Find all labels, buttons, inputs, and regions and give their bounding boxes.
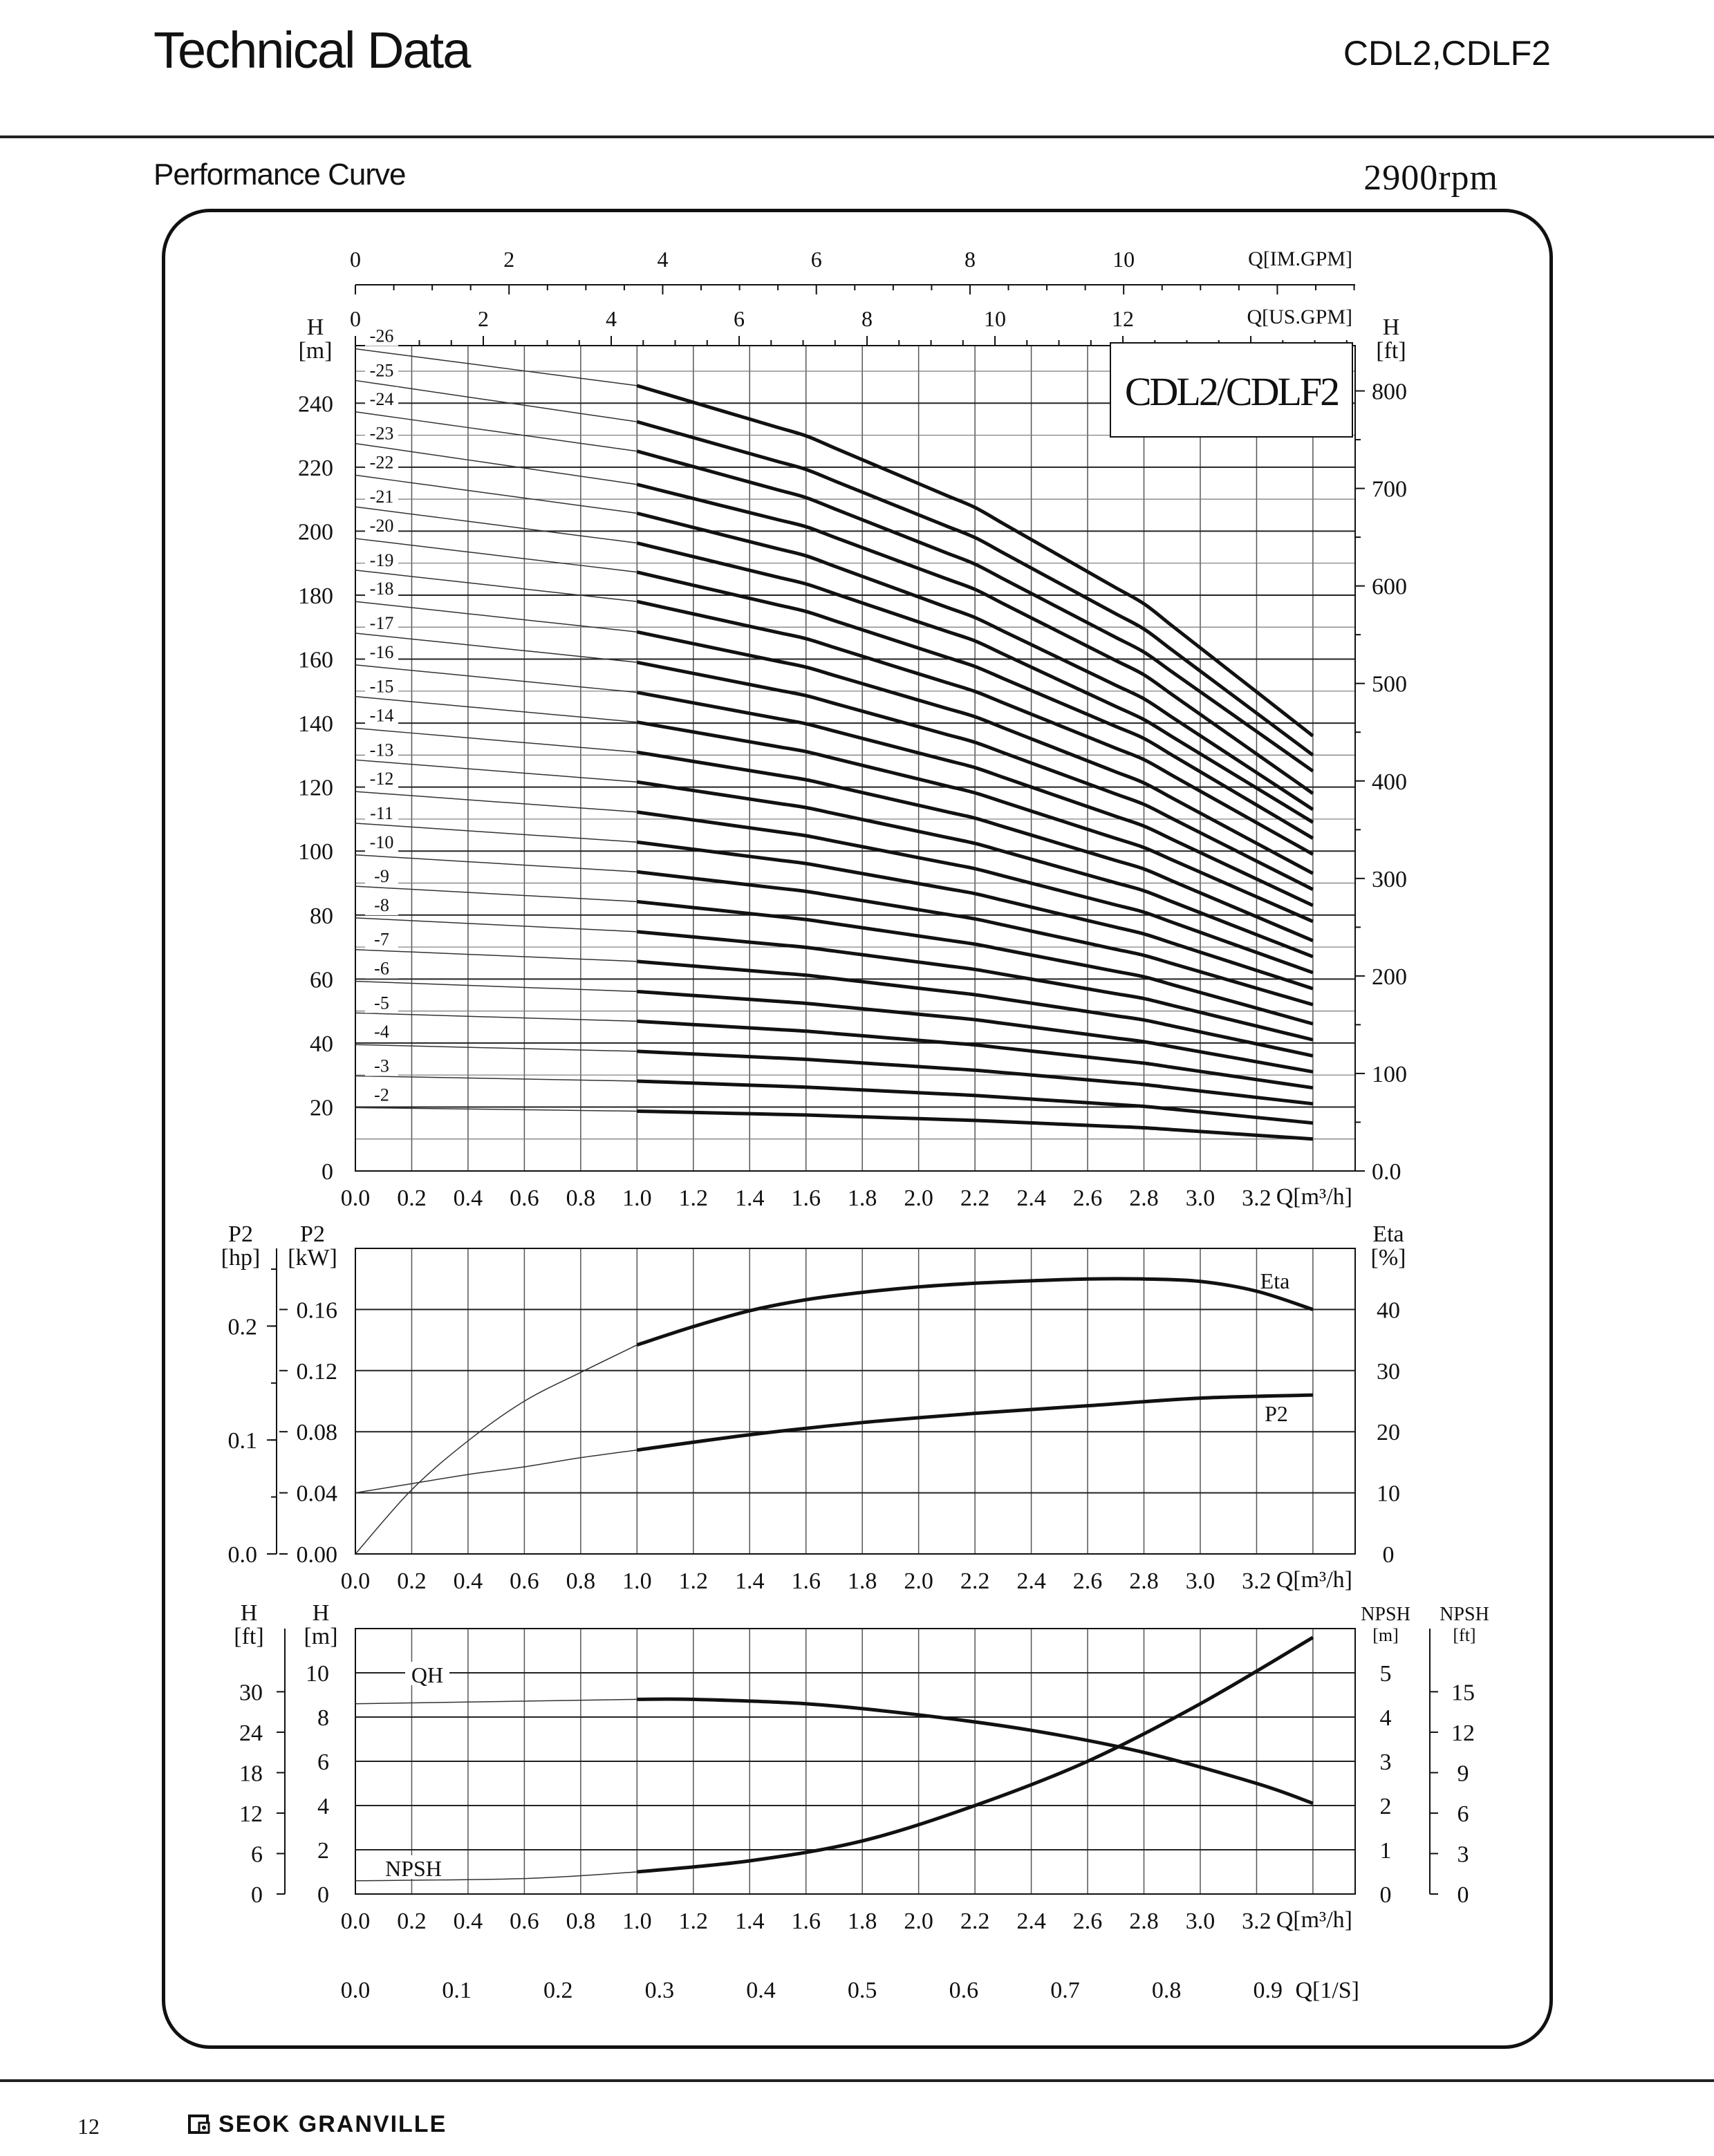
us-gpm-tick-label: 12 — [1112, 306, 1135, 331]
h-ft-tick-label: 0 — [251, 1882, 263, 1908]
npsh-m-tick-label: 0 — [1379, 1882, 1392, 1908]
qh-left-tick-label: 120 — [298, 775, 333, 801]
power-x-tick-label: 2.2 — [960, 1568, 990, 1594]
stage-label: -5 — [374, 993, 389, 1013]
stage-label: -21 — [369, 487, 394, 507]
stage-label: -9 — [374, 866, 389, 887]
power-x-tick-label: 3.2 — [1242, 1568, 1271, 1594]
flow-ls-tick-label: 0.4 — [746, 1978, 776, 2003]
qh-right-axis-label: H — [1382, 315, 1400, 340]
qh-left-tick-label: 220 — [298, 455, 333, 481]
qh-x-tick-label: 0.4 — [453, 1185, 483, 1211]
power-x-tick-label: 2.0 — [904, 1568, 933, 1594]
kw-tick-label: 0.04 — [296, 1481, 337, 1507]
npsh-ft-tick-label: 12 — [1451, 1720, 1475, 1746]
qh-x-tick-label: 3.0 — [1185, 1185, 1215, 1211]
qh-left-tick-label: 20 — [310, 1095, 333, 1121]
qh-left-tick-label: 180 — [298, 583, 333, 609]
us-gpm-tick-label: 4 — [606, 306, 617, 331]
us-gpm-tick-label: 10 — [984, 306, 1007, 331]
eta-tick-label: 40 — [1377, 1297, 1400, 1324]
qh-curve-thin — [355, 1044, 637, 1051]
im-gpm-tick-label: 6 — [810, 247, 822, 272]
qh-chart-title: CDL2/CDLF2 — [1124, 369, 1339, 414]
power-x-tick-label: 0.4 — [453, 1568, 483, 1594]
qh-right-tick-label: 600 — [1372, 574, 1407, 600]
footer-divider — [0, 2079, 1714, 2082]
npsh-ft-tick-label: 6 — [1457, 1801, 1469, 1827]
power-x-tick-label: 1.6 — [791, 1568, 821, 1594]
power-x-tick-label: 2.8 — [1129, 1568, 1159, 1594]
qh-left-tick-label: 240 — [298, 391, 333, 418]
brand-logo-icon — [188, 2115, 212, 2135]
hp-tick-label: 0.0 — [227, 1542, 257, 1568]
stage-label: -16 — [369, 641, 394, 662]
stage-label: -2 — [374, 1085, 389, 1105]
eta-axis-unit: [%] — [1370, 1245, 1406, 1271]
qh-left-tick-label: 200 — [298, 519, 333, 545]
qh-right-tick-label: 800 — [1372, 379, 1407, 405]
npsh-x-tick-label: 0.4 — [453, 1909, 483, 1934]
brand — [188, 2111, 447, 2138]
qh-right-tick-label: 500 — [1372, 671, 1407, 697]
npsh-x-tick-label: 2.2 — [960, 1909, 990, 1934]
flow-ls-axis-label: Q[1/S] — [1295, 1978, 1359, 2003]
im-gpm-tick-label: 4 — [657, 247, 669, 272]
npsh-x-tick-label: 0.0 — [340, 1909, 371, 1934]
h-m-tick-label: 2 — [317, 1838, 329, 1864]
power-x-tick-label: 1.2 — [678, 1568, 709, 1594]
stage-label: -7 — [374, 929, 389, 950]
stage-label: -3 — [374, 1056, 389, 1076]
stage-label: -20 — [369, 516, 394, 536]
npsh-x-tick-label: 1.2 — [678, 1909, 709, 1934]
h-ft-tick-label: 30 — [239, 1680, 263, 1706]
brand-name: SEOK GRANVILLE — [218, 2111, 447, 2137]
qh-left-tick-label: 60 — [310, 967, 333, 993]
us-gpm-axis-label: Q[US.GPM] — [1247, 306, 1352, 328]
stage-label: -12 — [369, 769, 394, 789]
page-title: Technical Data — [153, 21, 470, 79]
qh-right-tick-label: 200 — [1372, 964, 1407, 990]
flow-ls-tick-label: 0.1 — [442, 1978, 472, 2003]
h-m-tick-label: 4 — [317, 1794, 329, 1819]
qh-left-tick-label: 100 — [298, 839, 333, 865]
qh-curve-thin — [355, 1107, 637, 1111]
qh-left-tick-label: 80 — [310, 903, 333, 929]
power-x-tick-label: 1.8 — [847, 1568, 877, 1594]
npsh-x-tick-label: 0.6 — [510, 1909, 539, 1934]
flow-ls-tick-label: 0.9 — [1253, 1978, 1283, 2003]
h-ft-tick-label: 18 — [239, 1761, 263, 1787]
qh-x-tick-label: 2.0 — [904, 1185, 933, 1211]
power-x-tick-label: 2.6 — [1072, 1568, 1103, 1594]
eta-tick-label: 0 — [1382, 1542, 1395, 1568]
h-m-tick-label: 8 — [317, 1705, 329, 1731]
npsh-ft-tick-label: 15 — [1451, 1680, 1475, 1706]
npsh-m-tick-label: 1 — [1379, 1838, 1392, 1864]
us-gpm-tick-label: 0 — [350, 306, 361, 331]
qh-x-tick-label: 1.4 — [735, 1185, 765, 1211]
hp-tick-label: 0.1 — [227, 1428, 257, 1454]
npsh-ft-axis-unit: [ft] — [1453, 1625, 1476, 1645]
stage-label: -25 — [369, 360, 394, 381]
npsh-x-tick-label: 2.4 — [1016, 1909, 1046, 1934]
qh-left-tick-label: 40 — [310, 1031, 333, 1057]
power-x-tick-label: 2.4 — [1016, 1568, 1046, 1594]
rpm-label: 2900rpm — [1363, 158, 1498, 198]
eta-tick-label: 10 — [1377, 1481, 1400, 1507]
eta-series-label: Eta — [1260, 1268, 1290, 1293]
qh-x-tick-label: 0.6 — [510, 1185, 539, 1211]
power-x-tick-label: 1.4 — [735, 1568, 765, 1594]
qh-left-axis-label: H — [306, 315, 324, 340]
stage-label: -24 — [369, 388, 394, 409]
qh-x-tick-label: 1.6 — [791, 1185, 821, 1211]
npsh-ft-tick-label: 0 — [1457, 1882, 1469, 1908]
npsh-x-tick-label: 2.0 — [904, 1909, 933, 1934]
h-m-tick-label: 0 — [317, 1882, 329, 1908]
p2-curve-thin — [355, 1450, 637, 1493]
h-ft-axis-label: H — [240, 1600, 258, 1626]
stage-label: -8 — [374, 894, 389, 915]
stage-label: -26 — [369, 326, 394, 346]
eta-tick-label: 20 — [1377, 1420, 1400, 1446]
npsh-ft-tick-label: 9 — [1457, 1761, 1469, 1787]
h-ft-axis-unit: [ft] — [234, 1624, 264, 1649]
h-ft-tick-label: 6 — [251, 1841, 263, 1868]
npsh-m-tick-label: 3 — [1379, 1750, 1392, 1775]
hp-axis-label: P2 — [228, 1221, 253, 1247]
qh-left-axis-unit: [m] — [298, 338, 333, 364]
npsh-x-tick-label: 1.6 — [791, 1909, 821, 1934]
eta-tick-label: 30 — [1377, 1358, 1400, 1385]
h-m-axis-label: H — [312, 1600, 330, 1626]
npsh-x-tick-label: 1.8 — [847, 1909, 877, 1934]
power-x-tick-label: 3.0 — [1185, 1568, 1215, 1594]
single-qh-curve-thin — [355, 1699, 637, 1703]
qh-x-tick-label: 2.2 — [960, 1185, 990, 1211]
npsh-x-tick-label: 2.8 — [1129, 1909, 1159, 1934]
npsh-ft-tick-label: 3 — [1457, 1841, 1469, 1868]
kw-axis-unit: [kW] — [288, 1245, 337, 1271]
stage-label: -15 — [369, 676, 394, 697]
p2-series-label: P2 — [1265, 1401, 1288, 1426]
power-x-tick-label: 0.2 — [397, 1568, 427, 1594]
qh-x-tick-label: 3.2 — [1242, 1185, 1271, 1211]
stage-label: -13 — [369, 740, 394, 760]
qh-curve-thin — [355, 1076, 637, 1081]
qh-x-tick-label: 2.4 — [1016, 1185, 1046, 1211]
npsh-series-label: NPSH — [385, 1856, 442, 1881]
power-x-tick-label: 1.0 — [622, 1568, 652, 1594]
npsh-x-tick-label: 0.2 — [397, 1909, 427, 1934]
npsh-x-tick-label: 2.6 — [1072, 1909, 1103, 1934]
npsh-x-tick-label: 1.0 — [622, 1909, 652, 1934]
npsh-m-axis-label: NPSH — [1361, 1604, 1410, 1625]
qh-right-tick-label: 100 — [1372, 1061, 1407, 1087]
kw-tick-label: 0.08 — [296, 1420, 337, 1446]
stage-label: -10 — [369, 832, 394, 852]
qh-right-tick-label: 300 — [1372, 866, 1407, 892]
qh-x-tick-label: 0.0 — [340, 1185, 371, 1211]
npsh-m-axis-unit: [m] — [1372, 1625, 1399, 1645]
qh-left-tick-label: 0 — [322, 1159, 333, 1185]
eta-curve-thin — [355, 1345, 637, 1554]
qh-x-tick-label: 2.8 — [1129, 1185, 1159, 1211]
npsh-m-tick-label: 2 — [1379, 1794, 1392, 1819]
hp-tick-label: 0.2 — [227, 1314, 257, 1340]
npsh-m-tick-label: 4 — [1379, 1705, 1392, 1731]
flow-ls-tick-label: 0.3 — [644, 1978, 675, 2003]
qh-curve-thin — [355, 982, 637, 992]
npsh-ft-axis-label: NPSH — [1440, 1604, 1489, 1625]
stage-label: -6 — [374, 958, 389, 979]
im-gpm-tick-label: 8 — [964, 247, 976, 272]
stage-label: -17 — [369, 613, 394, 634]
flow-ls-tick-label: 0.5 — [847, 1978, 877, 2003]
flow-ls-tick-label: 0.2 — [543, 1978, 573, 2003]
h-m-tick-label: 10 — [306, 1661, 329, 1687]
npsh-x-tick-label: 1.4 — [735, 1909, 765, 1934]
qh-right-tick-label: 700 — [1372, 476, 1407, 503]
qh-x-tick-label: 0.2 — [397, 1185, 427, 1211]
eta-axis-label: Eta — [1372, 1221, 1404, 1247]
h-ft-tick-label: 12 — [239, 1801, 263, 1827]
qh-x-tick-label: 0.8 — [566, 1185, 596, 1211]
npsh-x-tick-label: 0.8 — [566, 1909, 596, 1934]
h-m-axis-unit: [m] — [304, 1624, 338, 1649]
us-gpm-tick-label: 2 — [478, 306, 490, 331]
flow-ls-tick-label: 0.7 — [1050, 1978, 1080, 2003]
qh-x-tick-label: 1.0 — [622, 1185, 652, 1211]
kw-tick-label: 0.00 — [296, 1542, 337, 1568]
stage-label: -23 — [369, 423, 394, 444]
us-gpm-tick-label: 6 — [734, 306, 745, 331]
power-x-axis-label: Q[m³/h] — [1276, 1567, 1352, 1593]
stage-label: -14 — [369, 705, 394, 726]
kw-tick-label: 0.16 — [296, 1297, 337, 1324]
flow-ls-tick-label: 0.6 — [949, 1978, 979, 2003]
im-gpm-axis-label: Q[IM.GPM] — [1248, 247, 1352, 270]
im-gpm-tick-label: 2 — [503, 247, 515, 272]
model-label: CDL2,CDLF2 — [1343, 34, 1551, 73]
us-gpm-tick-label: 8 — [861, 306, 873, 331]
stage-label: -18 — [369, 579, 394, 599]
hp-axis-unit: [hp] — [221, 1245, 261, 1271]
stage-label: -11 — [370, 803, 393, 823]
stage-label: -19 — [369, 550, 394, 570]
qh-series-label: QH — [411, 1662, 444, 1687]
qh-left-tick-label: 160 — [298, 647, 333, 673]
power-x-tick-label: 0.8 — [566, 1568, 596, 1594]
power-x-tick-label: 0.6 — [510, 1568, 539, 1594]
qh-right-tick-label: 0.0 — [1372, 1159, 1401, 1185]
h-ft-tick-label: 24 — [239, 1720, 263, 1746]
npsh-x-tick-label: 3.2 — [1242, 1909, 1271, 1934]
im-gpm-tick-label: 0 — [350, 247, 361, 272]
flow-ls-tick-label: 0.0 — [340, 1978, 371, 2003]
npsh-m-tick-label: 5 — [1379, 1661, 1392, 1687]
qh-left-tick-label: 140 — [298, 711, 333, 738]
h-m-tick-label: 6 — [317, 1750, 329, 1775]
qh-right-tick-label: 400 — [1372, 769, 1407, 795]
qh-x-tick-label: 1.8 — [847, 1185, 877, 1211]
section-title: Performance Curve — [153, 158, 406, 191]
npsh-x-axis-label: Q[m³/h] — [1276, 1907, 1352, 1933]
power-x-tick-label: 0.0 — [340, 1568, 371, 1594]
npsh-x-tick-label: 3.0 — [1185, 1909, 1215, 1934]
qh-x-tick-label: 2.6 — [1072, 1185, 1103, 1211]
page-number: 12 — [77, 2114, 100, 2139]
im-gpm-tick-label: 10 — [1112, 247, 1135, 272]
kw-tick-label: 0.12 — [296, 1358, 337, 1385]
qh-right-axis-unit: [ft] — [1376, 338, 1406, 364]
qh-x-tick-label: 1.2 — [678, 1185, 709, 1211]
flow-ls-tick-label: 0.8 — [1151, 1978, 1182, 2003]
qh-x-axis-label: Q[m³/h] — [1276, 1184, 1352, 1210]
kw-axis-label: P2 — [300, 1221, 325, 1247]
stage-label: -4 — [374, 1022, 389, 1042]
stage-label: -22 — [369, 452, 394, 473]
